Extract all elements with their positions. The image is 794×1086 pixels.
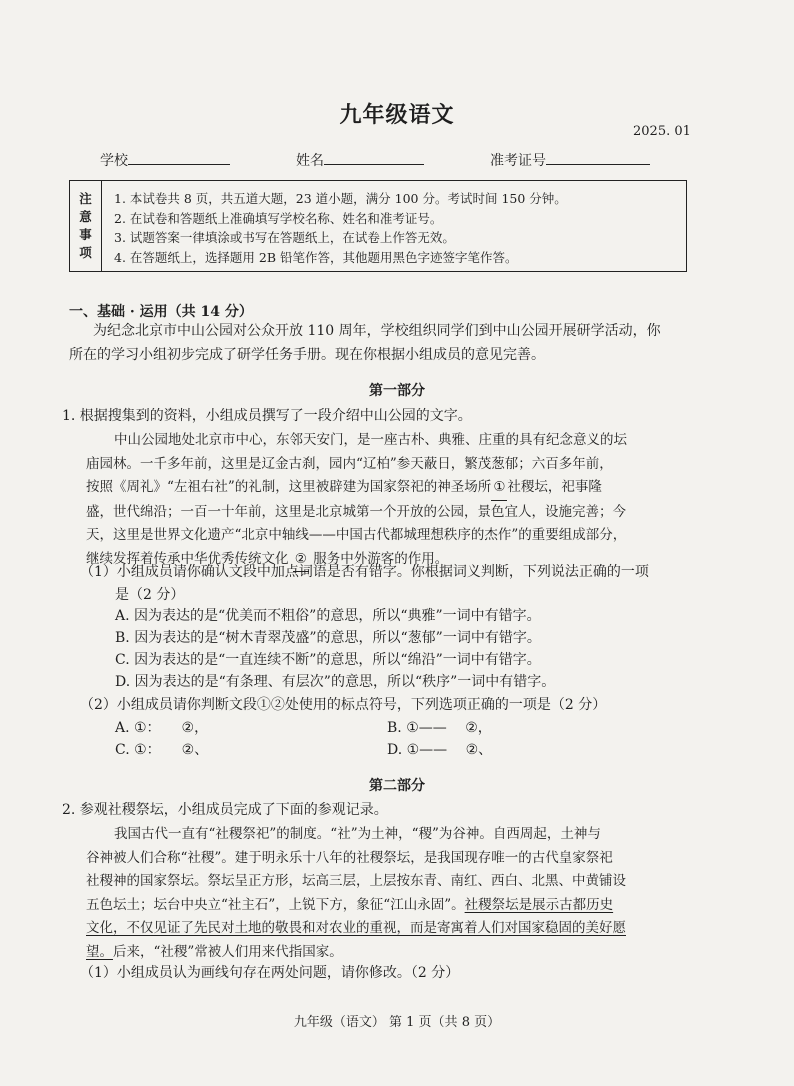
sub-question-stem: （2）小组成员请你判断文段①②处使用的标点符号，下列选项正确的一项是（2 分） [80, 697, 607, 713]
sub-question-stem: 是（2 分） [115, 587, 185, 603]
passage-text: 后来，“社稷”常被人们用来代指国家。 [113, 943, 343, 960]
school-field [100, 150, 230, 170]
blank-mark-1: ① [491, 476, 507, 501]
option-c: C. 因为表达的是“一直连续不断”的意思，所以“绵沿”一词中有错字。 [115, 652, 541, 668]
notice-item: 4. 在答题纸上，选择题用 2B 铅笔作答，其他题用黑色字迹签字笔作答。 [114, 249, 518, 265]
notice-label [70, 181, 102, 271]
underlined-sentence: 望。 [86, 943, 113, 960]
reading-passage [86, 429, 692, 572]
section-intro-line: 为纪念北京市中山公园对公众开放 110 周年，学校组织同学们到中山公园开展研学活动，你 [93, 323, 661, 339]
passage-line [86, 894, 692, 918]
passage-text: 社稷坛，祀事隆 [507, 479, 602, 495]
option-d: D. 因为表达的是“有条理、有层次”的意思，所以“秩序”一词中有错字。 [115, 674, 556, 690]
question-stem: 2. 参观社稷祭坛，小组成员完成了下面的参观记录。 [62, 802, 388, 818]
name-label: 姓名 [296, 153, 324, 169]
name-field [296, 150, 424, 170]
passage-line: 盛，世代绵沿；一百一十年前，这里是北京城第一个开放的公园，景色宜人，设施完善；今 [86, 503, 626, 520]
option-b: B. 因为表达的是“树木青翠茂盛”的意思，所以“葱郁”一词中有错字。 [115, 630, 541, 646]
passage-line: 谷神被人们合称“社稷”。建于明永乐十八年的社稷祭坛，是我国现存唯一的古代皇家祭祀 [86, 849, 613, 866]
part-heading: 第二部分 [369, 778, 425, 794]
section-intro-line: 所在的学习小组初步完成了研学任务手册。现在你根据小组成员的意见完善。 [69, 347, 545, 363]
part-heading: 第一部分 [369, 383, 425, 399]
passage-text: 服务中外游客的作用。 [313, 550, 449, 567]
notice-label-char: 意 [79, 209, 92, 224]
passage-line: 天，这里是世界文化遗产“北京中轴线——中国古代都城理想秩序的杰作”的重要组成部分， [86, 527, 627, 543]
passage-line: 庙园林。一千多年前，这里是辽金古刹，园内“辽柏”参天蔽日，繁茂葱郁；六百多年前， [86, 455, 613, 472]
school-label: 学校 [100, 153, 128, 169]
option-a: A. 因为表达的是“优美而不粗俗”的意思，所以“典雅”一词中有错字。 [115, 608, 541, 624]
passage-line [86, 476, 692, 501]
reading-passage [86, 823, 692, 964]
passage-line: 我国古代一直有“社稷祭祀”的制度。“社”为土神，“稷”为谷神。自西周起，土神与 [114, 826, 601, 842]
exam-date: 2025. 01 [633, 124, 691, 139]
passage-line: 社稷神的国家祭坛。祭坛呈正方形，坛高三层，上层按东青、南红、西白、北黑、中黄铺设 [86, 873, 626, 889]
notice-label-char: 事 [79, 227, 92, 242]
underlined-sentence: 社稷祭坛是展示古都历史 [464, 896, 614, 913]
notice-box [69, 180, 687, 272]
school-blank-line [128, 150, 230, 165]
notice-item: 2. 在试卷和答题纸上准确填写学校名称、姓名和准考证号。 [114, 210, 443, 226]
notice-item: 1. 本试卷共 8 页，共五道大题，23 道小题，满分 100 分。考试时间 150 分钟。 [114, 191, 567, 206]
passage-text: 按照《周礼》“左祖右社”的礼制，这里被辟建为国家祭祀的神圣场所 [86, 479, 492, 495]
exam-id-blank-line [546, 150, 650, 165]
name-blank-line [324, 150, 424, 165]
notice-label-char: 注 [79, 191, 92, 206]
option-b: B. ①—— ②， [387, 720, 492, 736]
option-c: C. ①： ②、 [115, 742, 209, 758]
underlined-sentence: 文化，不仅见证了先民对土地的敬畏和对农业的重视，而是寄寓着人们对国家稳固的美好愿 [86, 920, 626, 936]
exam-id-label: 准考证号 [490, 153, 546, 169]
notice-label-char: 项 [79, 245, 92, 260]
section-heading: 一、基础 · 运用（共 14 分） [69, 304, 253, 320]
passage-line: 中山公园地处北京市中心，东邻天安门，是一座古朴、典雅、庄重的具有纪念意义的坛 [114, 432, 627, 448]
sub-question-stem: （1）小组成员请你确认文段中加点词语是否有错字。你根据词义判断，下列说法正确的一项 [80, 564, 649, 580]
option-d: D. ①—— ②、 [387, 742, 493, 758]
notice-item: 3. 试题答案一律填涂或书写在答题纸上，在试卷上作答无效。 [114, 230, 455, 245]
passage-text: 五色坛土；坛台中央立“社主石”，上锐下方，象征“江山永固”。 [86, 896, 465, 913]
option-a: A. ①： ②， [115, 720, 209, 736]
notice-items [114, 189, 567, 267]
passage-text: 继续发挥着传承中华优秀传统文化 [86, 550, 289, 567]
page-footer: 九年级（语文） 第 1 页（共 8 页） [293, 1015, 501, 1030]
blank-mark-2: ② [293, 548, 309, 573]
exam-id-field [490, 150, 650, 170]
sub-question-stem: （1）小组成员认为画线句存在两处问题，请你修改。（2 分） [80, 965, 460, 981]
exam-title: 九年级语文 [339, 102, 455, 128]
passage-line [86, 941, 692, 965]
question-stem: 1. 根据搜集到的资料，小组成员撰写了一段介绍中山公园的文字。 [62, 408, 472, 424]
